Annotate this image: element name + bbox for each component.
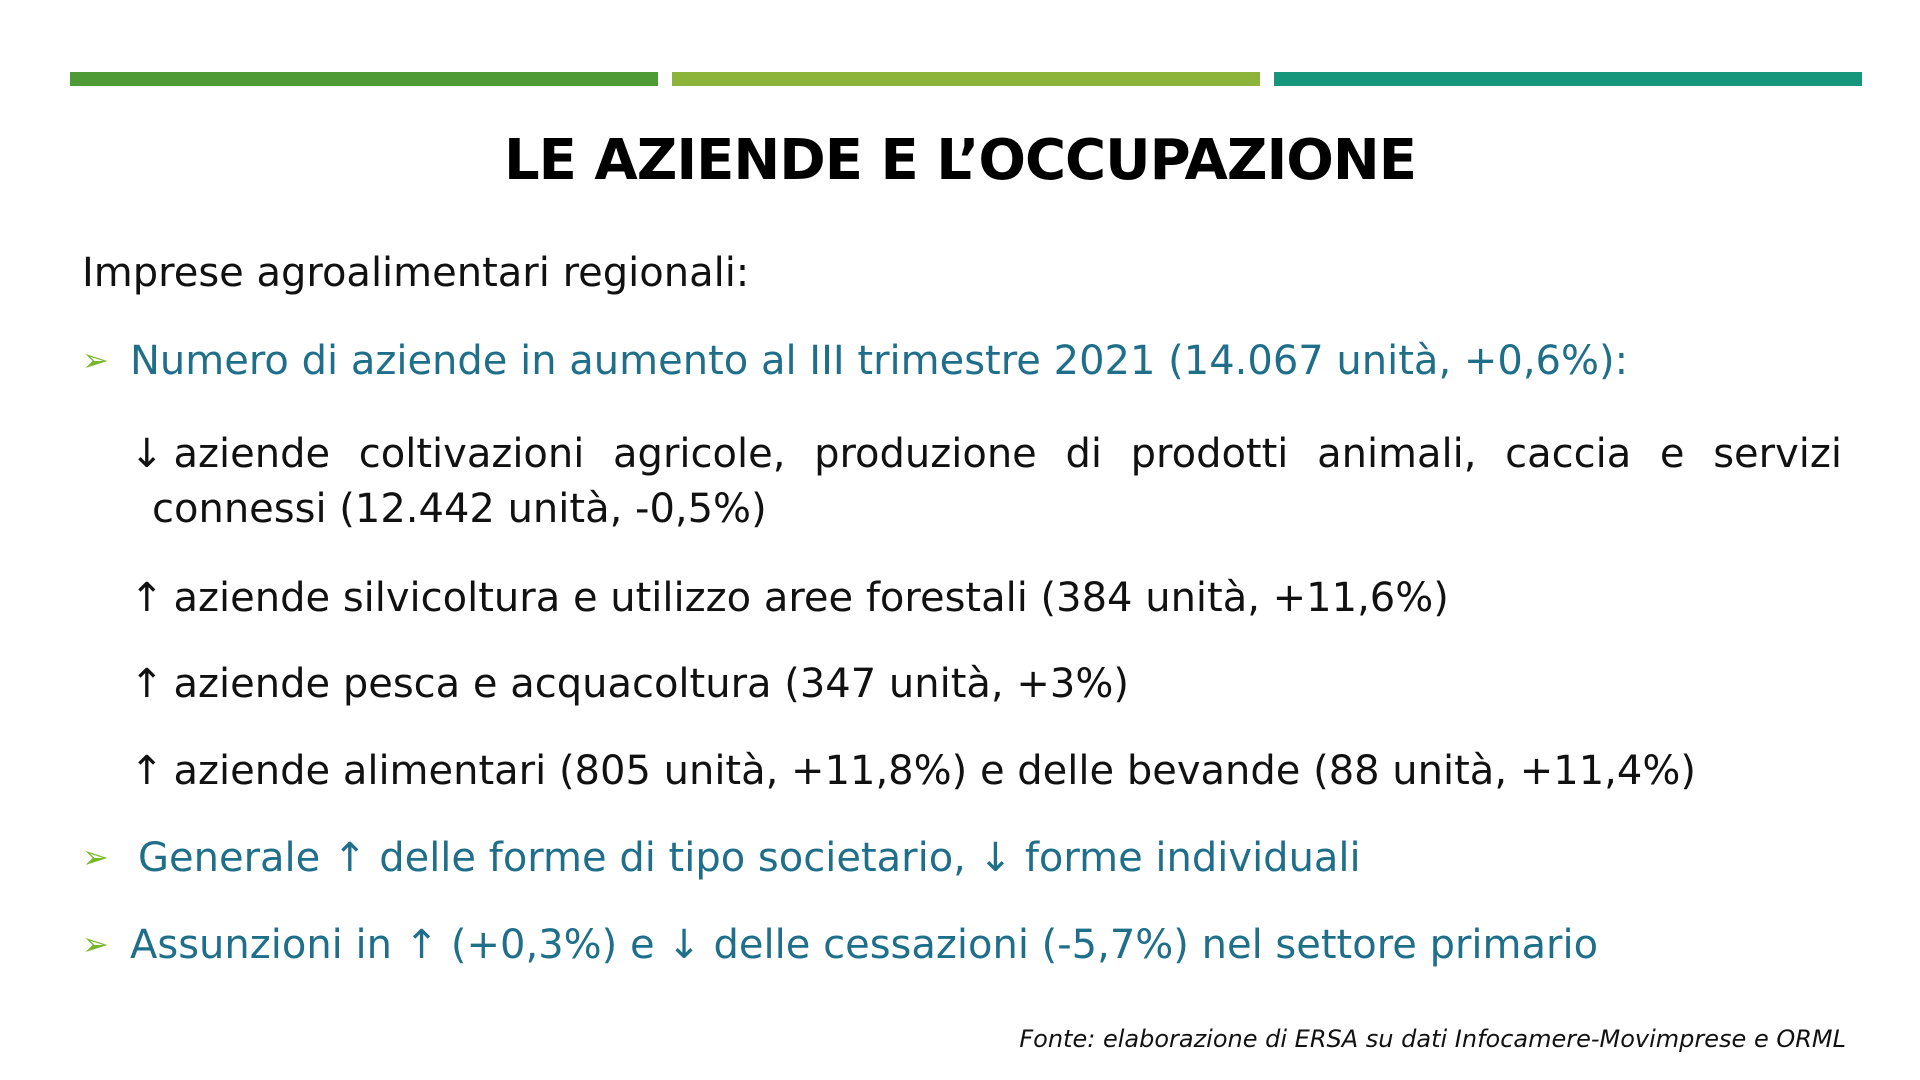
slide-title: LE AZIENDE E L’OCCUPAZIONE xyxy=(503,128,1417,193)
bullet-text: Assunzioni in ↑ (+0,3%) e ↓ delle cessazioni (-5,7%) nel settore primario xyxy=(130,922,1599,968)
bullet-arrow-icon: ➢ xyxy=(82,341,109,379)
up-arrow-icon: ↑ xyxy=(130,748,164,794)
down-arrow-icon: ↓ xyxy=(130,431,164,477)
sub-item-forestry xyxy=(130,575,1449,621)
color-bar-dark-green xyxy=(70,72,658,86)
bullet-arrow-icon: ➢ xyxy=(82,925,109,963)
color-bar-teal xyxy=(1274,72,1862,86)
sub-item-text: aziende pesca e acquacoltura (347 unità, +3%) xyxy=(173,661,1129,707)
bullet-arrow-icon: ➢ xyxy=(82,838,109,876)
intro-text: Imprese agroalimentari regionali: xyxy=(82,250,750,296)
bullet-text: Numero di aziende in aumento al III trimestre 2021 (14.067 unità, +0,6%): xyxy=(130,338,1629,384)
top-color-bars xyxy=(70,72,1862,86)
sub-item-agriculture-continuation: connessi (12.442 unità, -0,5%) xyxy=(152,486,767,532)
sub-item-text: aziende coltivazioni agricole, produzione di prodotti animali, caccia e servizi xyxy=(173,431,1842,477)
bullet-company-forms xyxy=(82,835,1361,881)
color-bar-light-green xyxy=(672,72,1260,86)
sub-item-agriculture xyxy=(130,423,1842,486)
bullet-hirings xyxy=(82,922,1598,968)
sub-item-food-beverage xyxy=(130,748,1696,794)
source-note: Fonte: elaborazione di ERSA su dati Infocamere-Movimprese e ORML xyxy=(1019,1025,1846,1053)
bullet-number-of-companies xyxy=(82,338,1628,384)
up-arrow-icon: ↑ xyxy=(130,575,164,621)
sub-item-text: aziende alimentari (805 unità, +11,8%) e delle bevande (88 unità, +11,4%) xyxy=(173,748,1696,794)
up-arrow-icon: ↑ xyxy=(130,661,164,707)
sub-item-text: aziende silvicoltura e utilizzo aree forestali (384 unità, +11,6%) xyxy=(173,575,1449,621)
sub-item-fishing xyxy=(130,661,1129,707)
bullet-text: Generale ↑ delle forme di tipo societario, ↓ forme individuali xyxy=(138,835,1361,881)
